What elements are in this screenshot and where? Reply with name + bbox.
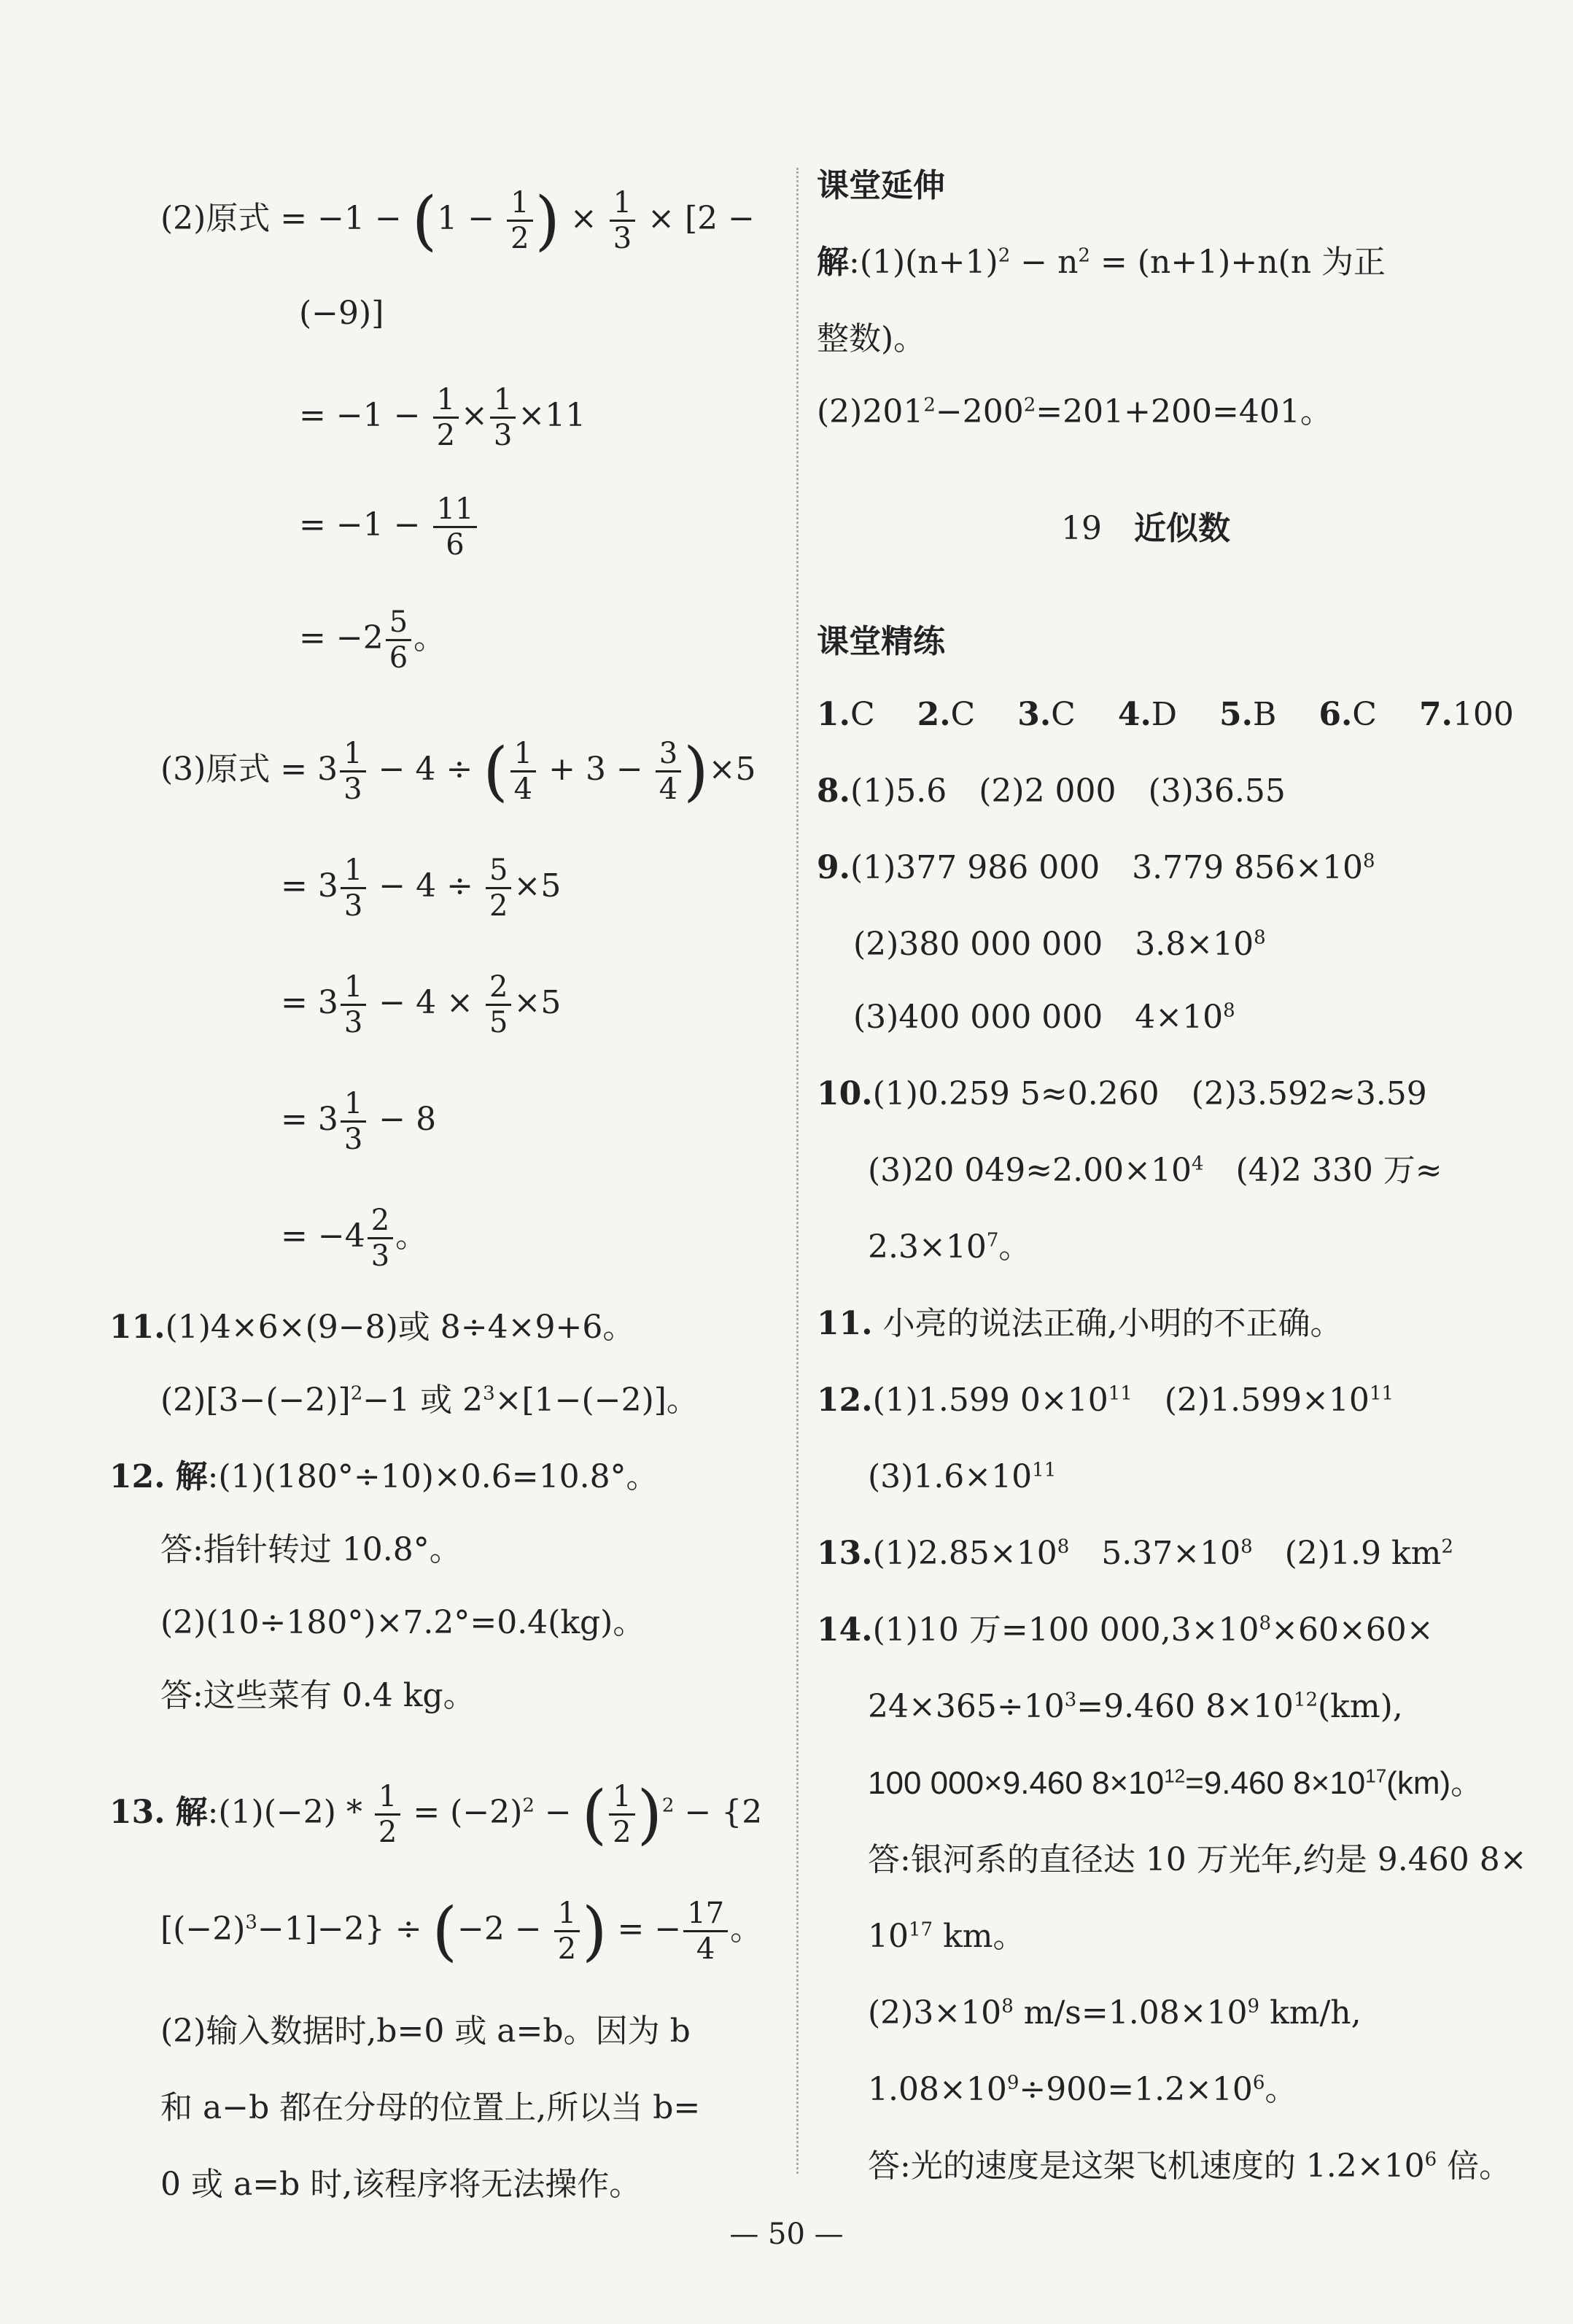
- answer-line: $(3)1.6\times 10^{11}$: [868, 1458, 1057, 1495]
- fraction: $\frac{1}{2}$: [507, 186, 532, 255]
- answer-line: (3)20 $049\approx 2.00\times 10^4$ (4)2 330 万≈: [868, 1152, 1442, 1189]
- column-divider: [796, 168, 799, 2174]
- fraction: $\frac{1}{3}$: [490, 383, 516, 452]
- answer-line: 答:这些菜有 0.4 kg。: [160, 1677, 475, 1714]
- fraction: $\frac{1}{2}$: [554, 1897, 580, 1966]
- question-11: 11.(1)4×6×(9−8)或 8÷4×9+6。: [109, 1309, 635, 1346]
- expr-line: = −4 $\frac{2}{3}$ 。: [281, 1204, 428, 1273]
- answer-line: $10^{17}$ km。: [868, 1918, 1025, 1955]
- question-11-part2: $(2)[3-(-2)]^2-1$ 或 $2^3\times[1-(-2)]$。: [160, 1382, 699, 1419]
- fraction: $\frac{1}{3}$: [341, 970, 366, 1039]
- fraction: $\frac{1}{2}$: [375, 1780, 400, 1849]
- expr-line: (2)原式 = −1 − (1 − $\frac{1}{2}$ ) × $\frac{1}{3}$ × [2 −: [160, 182, 756, 258]
- fraction: $\frac{3}{4}$: [656, 737, 681, 806]
- expr-line: (3)原式 = 3 $\frac{1}{3}$ − 4 ÷ ( $\frac{1}{4}$ + 3 − $\frac{3}{4}$ )×5: [160, 733, 756, 809]
- paren: (: [411, 182, 438, 258]
- expr-text: (2)原式 = −1 −: [160, 200, 412, 237]
- fraction: $\frac{1}{3}$: [341, 1087, 366, 1156]
- answer-line: 整数)。: [817, 320, 926, 357]
- question-8: 8.(1)5.6 (2)2 000 (3)36.55: [817, 772, 1286, 810]
- question-9: 9.(1)377 986 000 3.779 $856\times 10^8$: [817, 849, 1375, 886]
- expr-line: = −1 − $\frac{1}{2}$ × $\frac{1}{3}$ ×11: [299, 383, 586, 452]
- section-heading: 课堂精练: [817, 623, 945, 660]
- answer-line: (2)380 000 000 $3.8\times 10^8$: [853, 926, 1266, 963]
- extension-answer: 解$:(1)(n+1)^2 - n^2 = (n+1)+n(n$ 为正: [817, 244, 1386, 281]
- expr-line: = 3 $\frac{1}{3}$ − 4 ÷ $\frac{5}{2}$ ×5: [281, 853, 562, 923]
- question-13-line2: $[(-2)^3-1]-2\} \div (-2$ − $\frac{1}{2}$ ) = − $\frac{17}{4}$ 。: [160, 1893, 763, 1969]
- answer-line: 100 000×9.460 $8\times 10^{12}=9.460$ $8\times 10^{17}(km)$。: [868, 1765, 1483, 1801]
- section-title: 19 近似数: [1061, 510, 1230, 547]
- fraction: $\frac{1}{2}$: [433, 383, 459, 452]
- expr-line: (−9)]: [299, 295, 384, 332]
- expr-line: = 3 $\frac{1}{3}$ − 4 × $\frac{2}{5}$ ×5: [281, 970, 562, 1039]
- question-13-right: $13.(1)2.85\times 10^8$ $5.37\times 10^8$ (2)1.9 $km^2$: [817, 1535, 1453, 1572]
- question-14: 14.(1)10 万=100 $000,3\times 10^8\times 60\times 60\times$: [817, 1611, 1434, 1649]
- expr-text: × [2 −: [648, 200, 756, 237]
- fraction: $\frac{1}{3}$: [610, 186, 635, 255]
- fraction: $\frac{2}{5}$: [486, 970, 511, 1039]
- fraction: $\frac{1}{4}$: [510, 737, 536, 806]
- fraction: $\frac{11}{6}$: [433, 492, 478, 562]
- fraction: $\frac{5}{2}$: [486, 853, 511, 923]
- question-10: 10.(1)0.259 5≈0.260 (2)3.592≈3.59: [817, 1075, 1427, 1112]
- answer-line: (3)400 000 000 $4\times 10^8$: [853, 999, 1235, 1036]
- page-number: — 50 —: [729, 2218, 844, 2251]
- expr-line: = 3 $\frac{1}{3}$ − 8: [281, 1087, 437, 1156]
- section-heading: 课堂延伸: [817, 167, 945, 204]
- answer-line: 答:光的速度是这架飞机速度的 $1.2\times 10^6$ 倍。: [868, 2147, 1512, 2185]
- answer-line: $24\times 365\div 10^3=9.460$ $8\times 10^{12}(km)$,: [868, 1688, 1403, 1725]
- fraction: $\frac{1}{3}$: [341, 853, 366, 923]
- fraction: $\frac{17}{4}$: [683, 1897, 728, 1966]
- question-11-right: 11. 小亮的说法正确,小明的不正确。: [817, 1305, 1343, 1342]
- answer-line: 0 或 a=b 时,该程序将无法操作。: [160, 2166, 642, 2203]
- answer-line: $1.08\times 10^9\div 900=1.2\times 10^6$。: [868, 2071, 1297, 2108]
- answer-line: 答:指针转过 10.8°。: [160, 1531, 462, 1568]
- question-13: 13. 解:(1)(−2) * $\frac{1}{2}$ = $(-2)^2$ − ( $\frac{1}{2}$ )$^2$ − {2: [109, 1776, 763, 1852]
- fraction: $\frac{1}{2}$: [609, 1780, 634, 1849]
- fraction: $\frac{5}{6}$: [386, 605, 411, 675]
- answer-line: (2)输入数据时,b=0 或 a=b。因为 b: [160, 2013, 691, 2050]
- answer-line: 和 a−b 都在分母的位置上,所以当 b=: [160, 2089, 701, 2126]
- expr-line: = −1 − $\frac{11}{6}$: [299, 492, 479, 562]
- question-12-right: 12.(1)1.599 $0\times 10^{11}$ $(2)1.599\times 10^{11}$: [817, 1382, 1394, 1419]
- answer-line: $(2)201^2-200^2=201+200=401$。: [817, 393, 1332, 430]
- paren: ): [535, 182, 560, 258]
- choice-answers: 1.C 2.C 3.C 4.D 5.B 6.C 7.100: [817, 696, 1514, 733]
- fraction: $\frac{1}{3}$: [340, 737, 365, 806]
- answer-line: $(2)3\times 10^8$ $m/s=1.08\times 10^9$ km/h,: [868, 1994, 1362, 2031]
- answer-line: (2)(10÷180°)×7.2°=0.4(kg)。: [160, 1604, 645, 1641]
- answer-line: $2.3\times 10^7$。: [868, 1228, 1031, 1266]
- fraction: $\frac{2}{3}$: [368, 1204, 393, 1273]
- answer-line: 答:银河系的直径达 10 万光年,约是 9.460 8×: [868, 1841, 1527, 1878]
- question-12: 12. 解:(1)(180°÷10)×0.6=10.8°。: [109, 1458, 659, 1495]
- expr-line: = −2 $\frac{5}{6}$ 。: [299, 605, 446, 675]
